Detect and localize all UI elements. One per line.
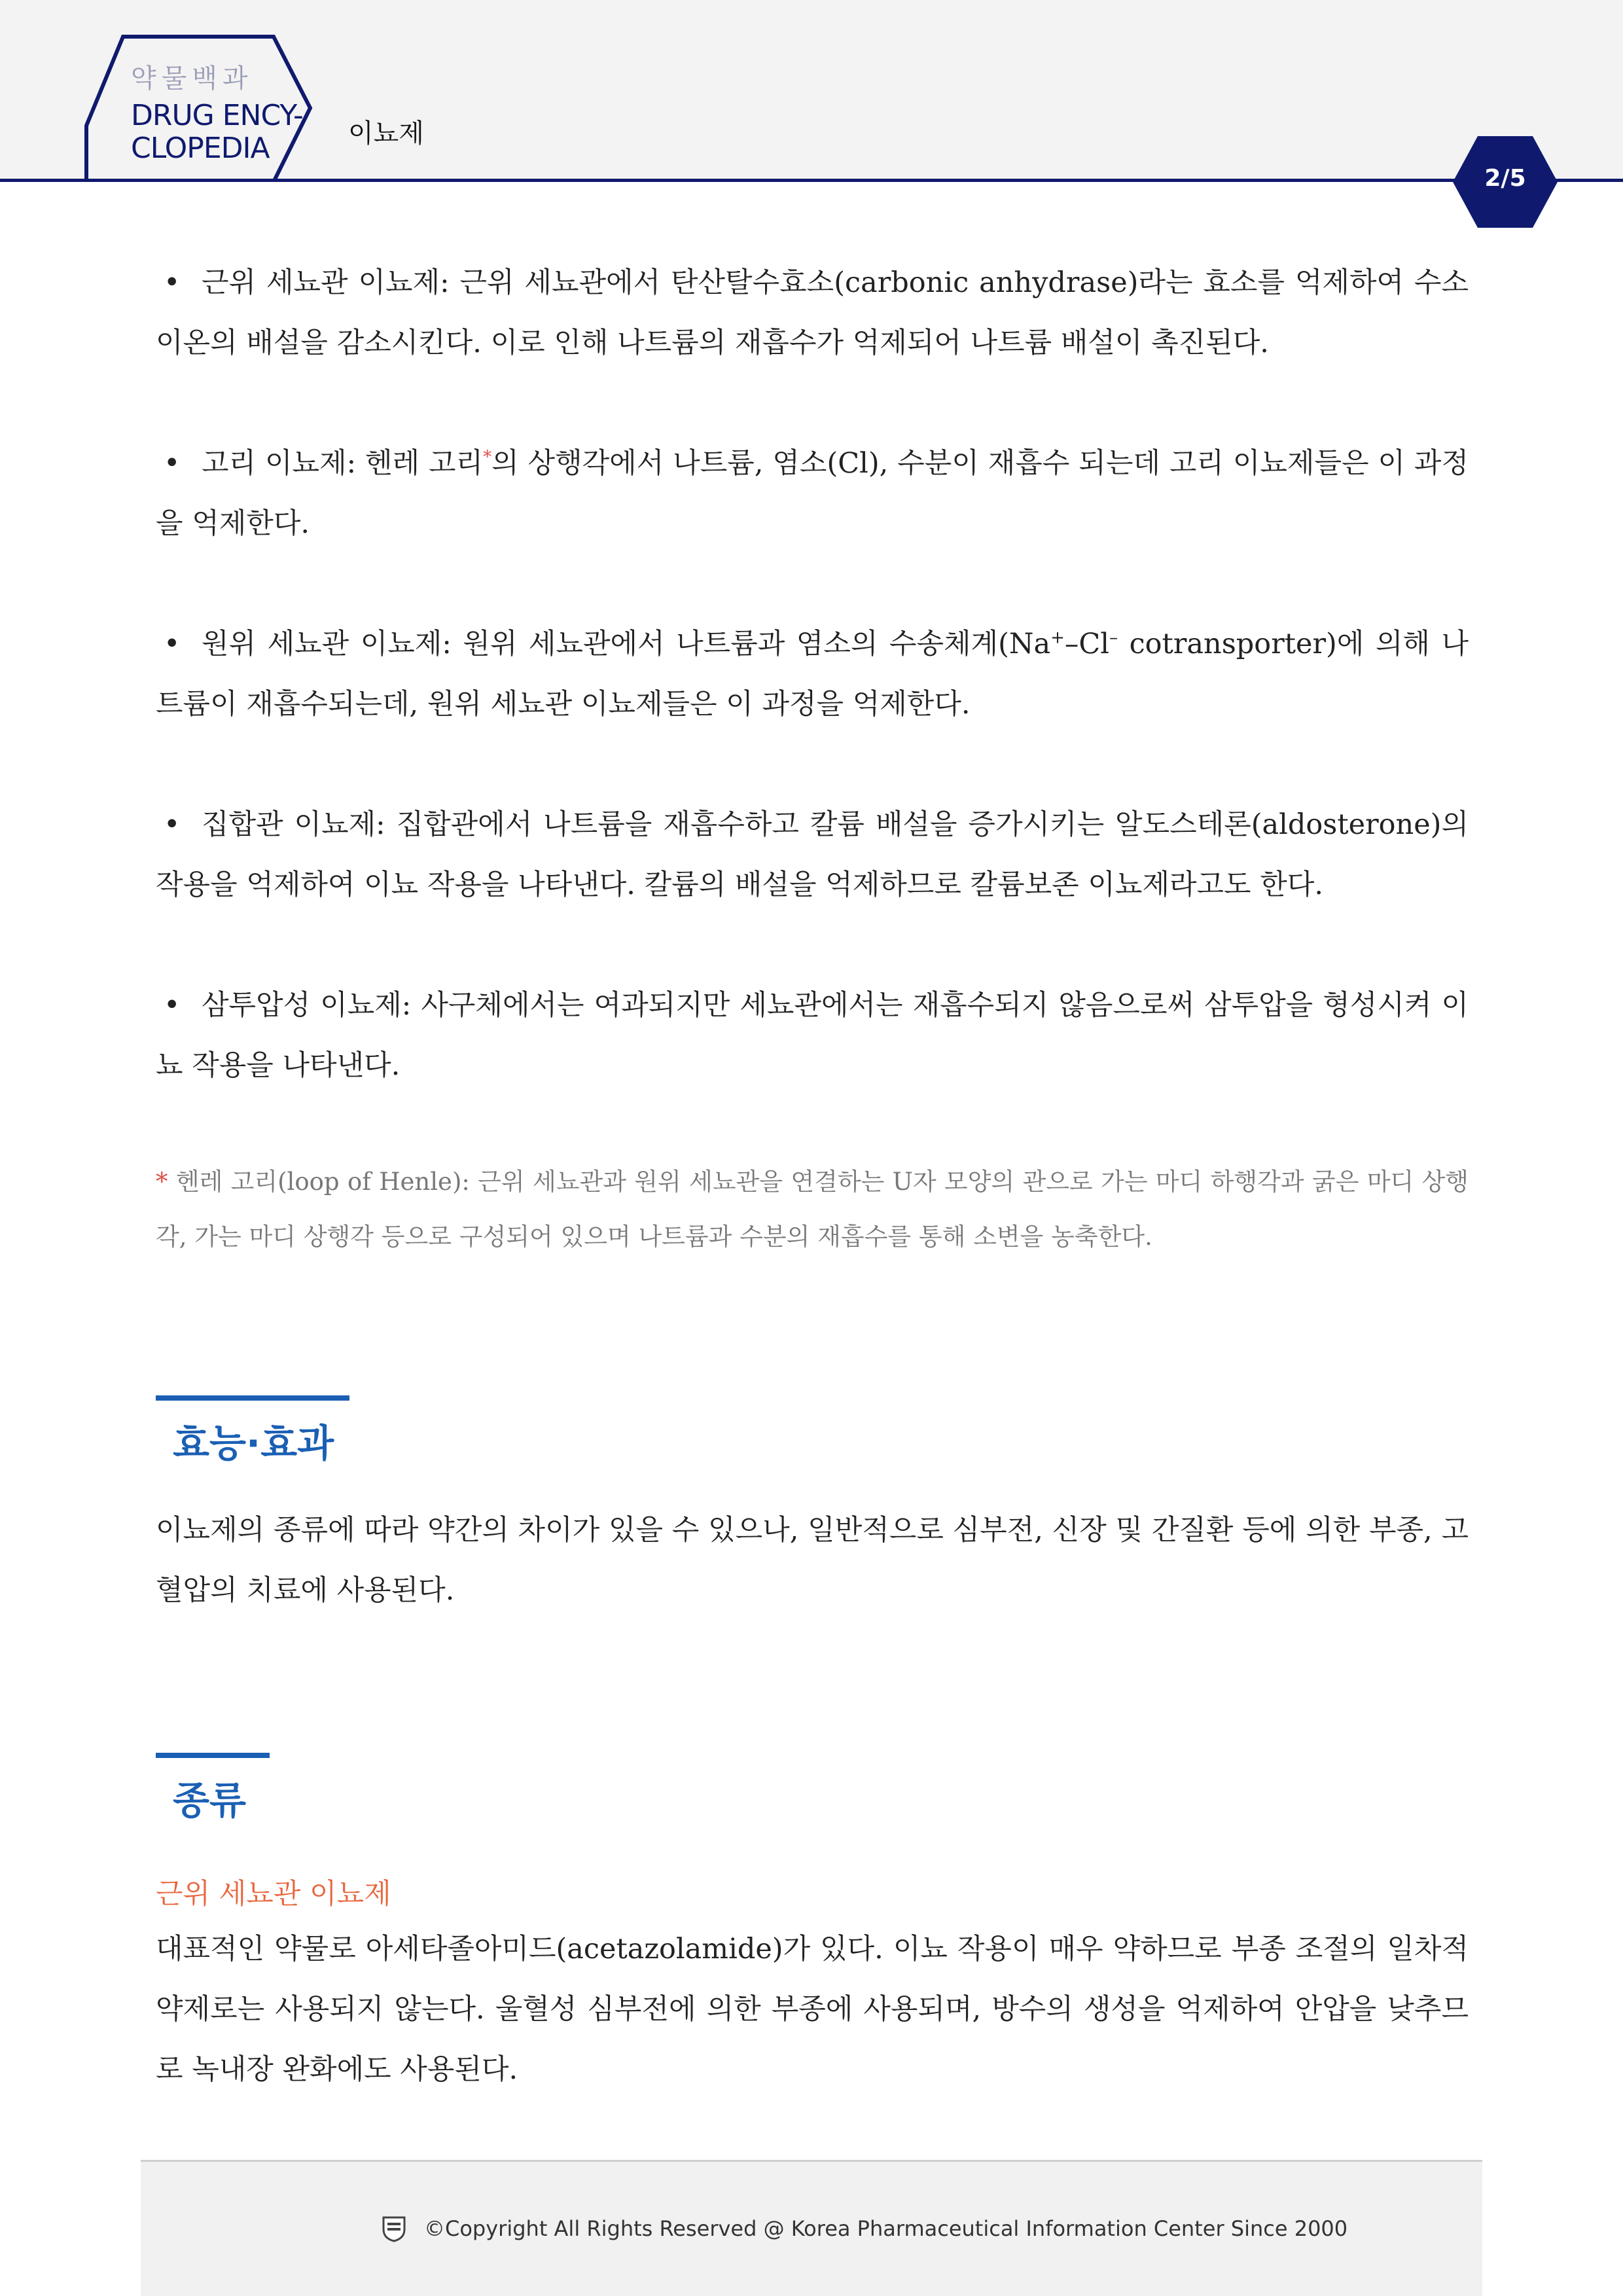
copyright-text: ©Copyright All Rights Reserved @ Korea Pharmaceutical Information Center Since 2000 xyxy=(424,2216,1348,2241)
subheading-proximal: 근위 세뇨관 이뇨제 xyxy=(156,1878,391,1910)
logo-korean: 약물백과 xyxy=(131,63,253,94)
superscript-minus: – xyxy=(1109,628,1118,648)
bullet-distal-tubule xyxy=(156,614,1469,734)
bullet-text: 고리 이뇨제: 헨레 고리 xyxy=(202,447,484,480)
superscript-plus: + xyxy=(1050,628,1065,648)
section-bar xyxy=(156,1753,270,1758)
page-number: 2/5 xyxy=(1484,165,1526,192)
bullet-osmotic xyxy=(156,975,1469,1096)
section-title-types: 종류 xyxy=(173,1778,247,1823)
logo-english: DRUG ENCY- CLOPEDIA xyxy=(131,99,303,165)
section-bar xyxy=(156,1395,349,1401)
bullet-marker: • xyxy=(164,266,181,299)
bullet-marker: • xyxy=(164,989,181,1022)
bullet-text: 의 상행각에서 나트륨, 염소(Cl), 수분이 재흡수 되는데 고리 이뇨제들은 이 과정을 억제한다. xyxy=(156,447,1469,540)
bullet-marker: • xyxy=(164,447,181,480)
logo xyxy=(131,65,303,165)
bullet-text: –Cl xyxy=(1064,628,1110,660)
bullet-text: 집합관 이뇨제: 집합관에서 나트륨을 재흡수하고 칼륨 배설을 증가시키는 알도스테론(aldosterone)의 작용을 억제하여 이뇨 작용을 나타낸다. 칼륨의 배설을 억제하므로 칼륨보존 이뇨제라고도 한다. xyxy=(156,808,1469,901)
footnote-text: 헨레 고리(loop of Henle): 근위 세뇨관과 원위 세뇨관을 연결하는 U자 모양의 관으로 가는 마디 하행각과 굵은 마디 상행각, 가는 마디 상행각 등으로 구성되어 있으며 나트륨과 수분의 재흡수를 통해 소변을 농축한다. xyxy=(156,1168,1469,1251)
bullet-text: 근위 세뇨관 이뇨제: 근위 세뇨관에서 탄산탈수효소(carbonic anhydrase)라는 효소를 억제하여 수소 이온의 배설을 감소시킨다. 이로 인해 나트륨의 재흡수가 억제되어 나트륨 배설이 촉진된다. xyxy=(156,266,1469,359)
footnote-marker: * xyxy=(483,447,492,467)
bullet-proximal-tubule xyxy=(156,253,1469,373)
types-text: 대표적인 약물로 아세타졸아미드(acetazolamide)가 있다. 이뇨 작용이 매우 약하므로 부종 조절의 일차적 약제로는 사용되지 않는다. 울혈성 심부전에 의한 부종에 사용되며, 방수의 생성을 억제하여 안압을 낮추므로 녹내장 완화에도 사용된다. xyxy=(156,1933,1469,2086)
bullet-text: cotransporter)에 의해 나트륨이 재흡수되는데, 원위 세뇨관 이뇨제들은 이 과정을 억제한다. xyxy=(156,628,1469,721)
bullet-marker: • xyxy=(164,628,181,660)
bullet-marker: • xyxy=(164,808,181,841)
section-title-efficacy: 효능·효과 xyxy=(173,1421,334,1465)
bullet-text: 삼투압성 이뇨제: 사구체에서는 여과되지만 세뇨관에서는 재흡수되지 않음으로써 삼투압을 형성시켜 이뇨 작용을 나타낸다. xyxy=(156,989,1469,1082)
bullet-loop xyxy=(156,433,1469,554)
efficacy-text: 이뇨제의 종류에 따라 약간의 차이가 있을 수 있으나, 일반적으로 심부전, 신장 및 간질환 등에 의한 부종, 고혈압의 치료에 사용된다. xyxy=(156,1514,1469,1607)
kpic-emblem-icon xyxy=(381,2215,407,2242)
footnote-mark: * xyxy=(156,1168,168,1196)
footnote xyxy=(156,1155,1469,1265)
bullet-text: 원위 세뇨관 이뇨제: 원위 세뇨관에서 나트륨과 염소의 수송체계(Na xyxy=(202,628,1051,660)
document-title: 이뇨제 xyxy=(348,118,424,149)
bullet-collecting-duct xyxy=(156,795,1469,915)
